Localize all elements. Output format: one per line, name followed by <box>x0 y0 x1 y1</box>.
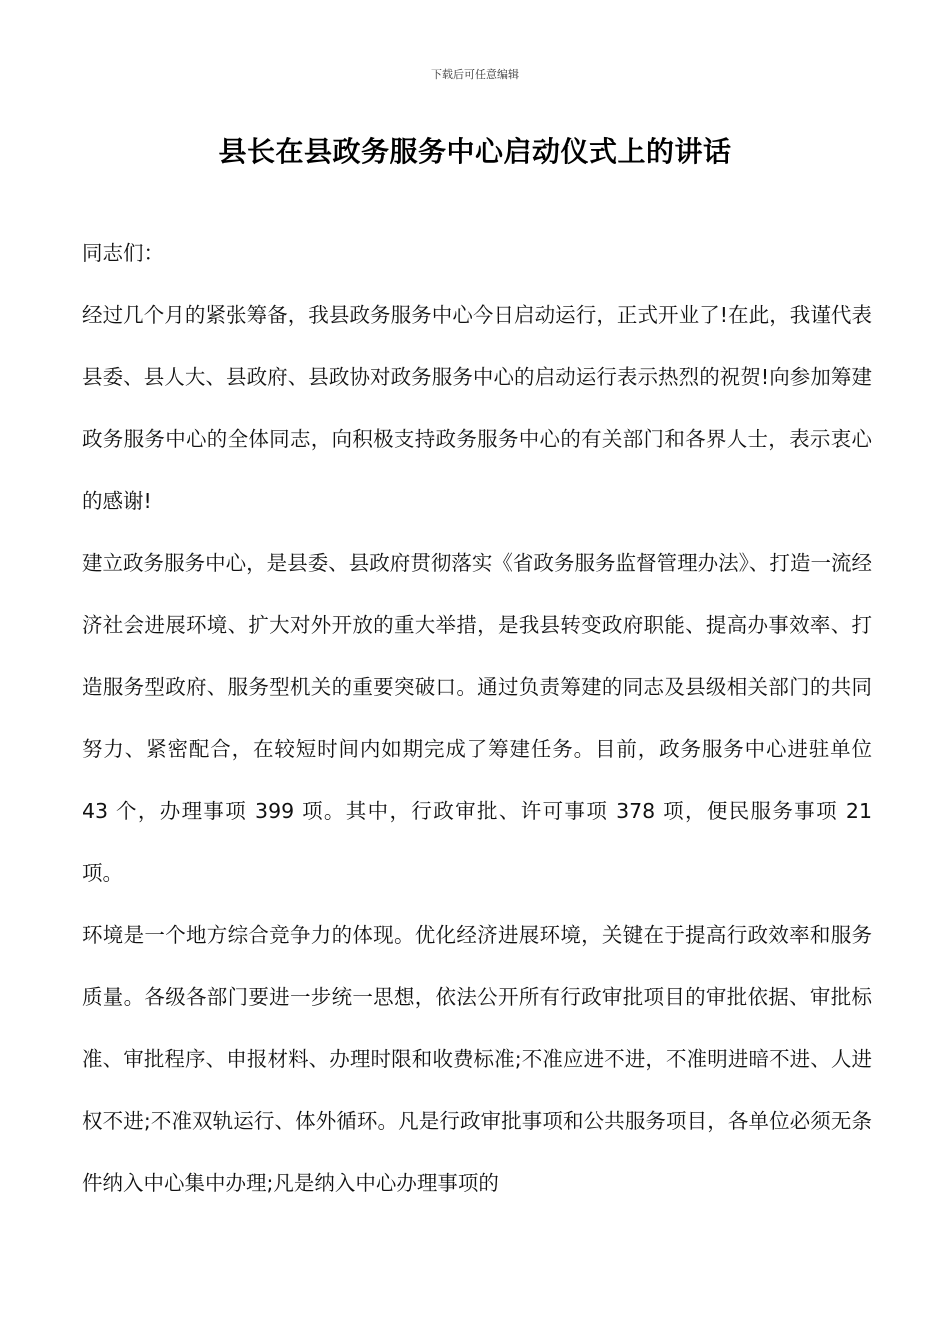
salutation: 同志们： <box>82 241 164 265</box>
document-body <box>82 222 872 1214</box>
document-title: 县长在县政务服务中心启动仪式上的讲话 <box>218 135 732 168</box>
paragraph-1: 经过几个月的紧张筹备，我县政务服务中心今日启动运行，正式开业了!在此，我谨代表县委、县人大、县政府、县政协对政务服务中心的启动运行表示热烈的祝贺!向参加筹建政务服务中心的全体同志，向积极支持政务服务中心的有关部门和各界人士，表示衷心的感谢! <box>82 303 872 513</box>
header-note: 下载后可任意编辑 <box>431 68 519 81</box>
paragraph-3: 环境是一个地方综合竞争力的体现。优化经济进展环境，关键在于提高行政效率和服务质量。各级各部门要进一步统一思想，依法公开所有行政审批项目的审批依据、审批标准、审批程序、申报材料、办理时限和收费标准;不准应进不进，不准明进暗不进、人进权不进;不准双轨运行、体外循环。凡是行政审批事项和公共服务项目，各单位必须无条件纳入中心集中办理;凡是纳入中心办理事项的 <box>82 923 872 1195</box>
paragraph-2: 建立政务服务中心，是县委、县政府贯彻落实《省政务服务监督管理办法》、打造一流经济社会进展环境、扩大对外开放的重大举措，是我县转变政府职能、提高办事效率、打造服务型政府、服务型机关的重要突破口。通过负责筹建的同志及县级相关部门的共同努力、紧密配合，在较短时间内如期完成了筹建任务。目前，政务服务中心进驻单位 43 个，办理事项 399 项。其中，行政审批、许可事项 378 项，便民服务事项 21 项。 <box>82 551 872 885</box>
